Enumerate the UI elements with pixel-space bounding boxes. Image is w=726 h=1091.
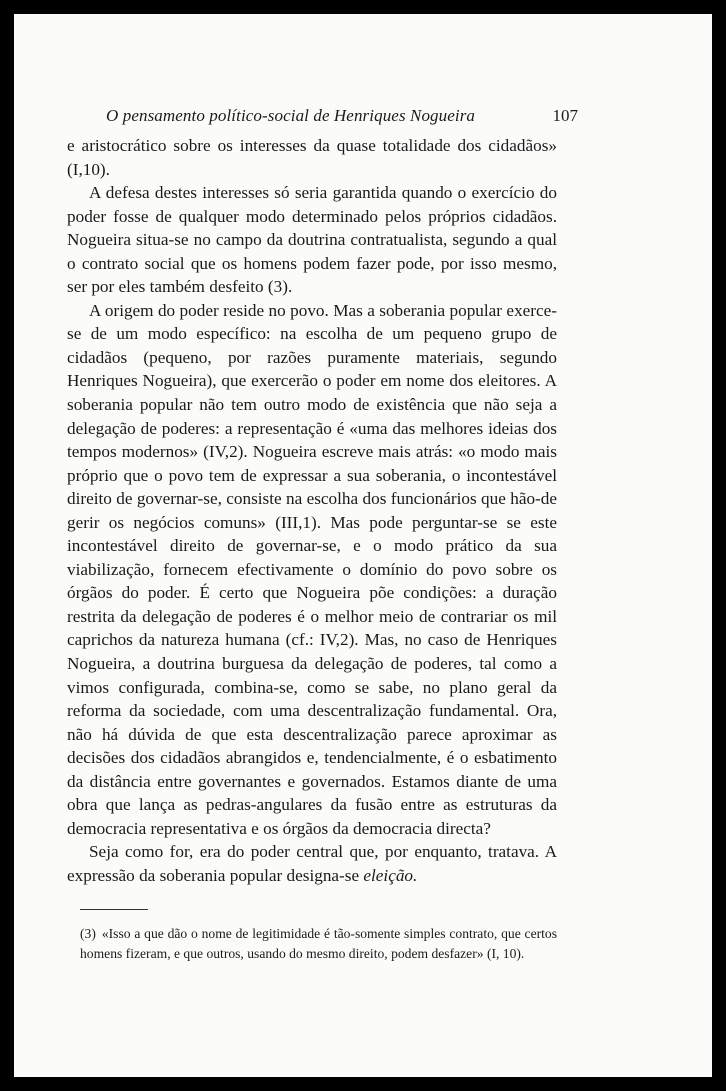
footnote: [80, 924, 557, 964]
paragraph-1: e aristocrático sobre os interesses da quase totalidade dos cidadãos» (I,10).: [67, 136, 557, 179]
body-text: [67, 134, 557, 888]
footnote-marker: (3): [80, 926, 96, 941]
page-number: 107: [552, 106, 578, 125]
footnote-text: «Isso a que dão o nome de legitimidade é tão-somente simples contrato, que certos homens fizeram, e que outros, usando do mesmo direito, podem desfazer» (I, 10).: [80, 926, 557, 961]
running-title: O pensamento político-social de Henriques Nogueira: [106, 106, 476, 125]
emphasis-eleicao: eleição.: [363, 865, 418, 885]
paragraph-2: A defesa destes interesses só seria garantida quando o exercício do poder fosse de qualquer modo determinado pelos próprios cidadãos. Nogueira situa-se no campo da doutrina contratualista, segundo a qual o contrato social que os homens podem fazer pode, por isso mesmo, ser por eles também desfeito (3).: [67, 183, 557, 297]
paragraph-4-text: Seja como for, era do poder central que, por enquanto, tratava. A expressão da soberania popular designa-se: [67, 842, 557, 885]
footnote-rule: [80, 909, 148, 910]
paragraph-3: A origem do poder reside no povo. Mas a soberania popular exerce-se de um modo específico: na escolha de um pequeno grupo de cidadãos (pequeno, por razões puramente materiais, segundo Henriques Nogueira), que exercerão o poder em nome dos eleitores. A soberania popular não tem outro modo de existência que não seja a delegação de poderes: a representação é «uma das melhores ideias dos tempos modernos» (IV,2). Nogueira escreve mais atrás: «o modo mais próprio que o povo tem de expressar a sua soberania, o incontestável direito de governar-se, consiste na escolha dos funcionários que hão-de gerir os negócios comuns» (III,1). Mas pode perguntar-se se este incontestável direito de governar-se, e o modo prático da sua viabilização, fornecem efectivamente o domínio do povo sobre os órgãos do poder. É certo que Nogueira põe condições: a duração restrita da delegação de poderes é o melhor meio de contrariar os mil caprichos da natureza humana (cf.: IV,2). Mas, no caso de Henriques Nogueira, a doutrina burguesa da delegação de poderes, tal como a vimos configurada, combina-se, como se sabe, no plano geral da reforma da sociedade, com uma descentralização fundamental. Ora, não há dúvida de que esta descentralização parece aproximar as decisões dos cidadãos abrangidos e, tendencialmente, é o esbatimento da distância entre governantes e governados. Estamos diante de uma obra que lança as pedras-angulares da fusão entre as estruturas da democracia representativa e os órgãos da democracia directa?: [67, 300, 557, 838]
paragraph-4: [67, 840, 557, 887]
running-head: [106, 106, 578, 130]
